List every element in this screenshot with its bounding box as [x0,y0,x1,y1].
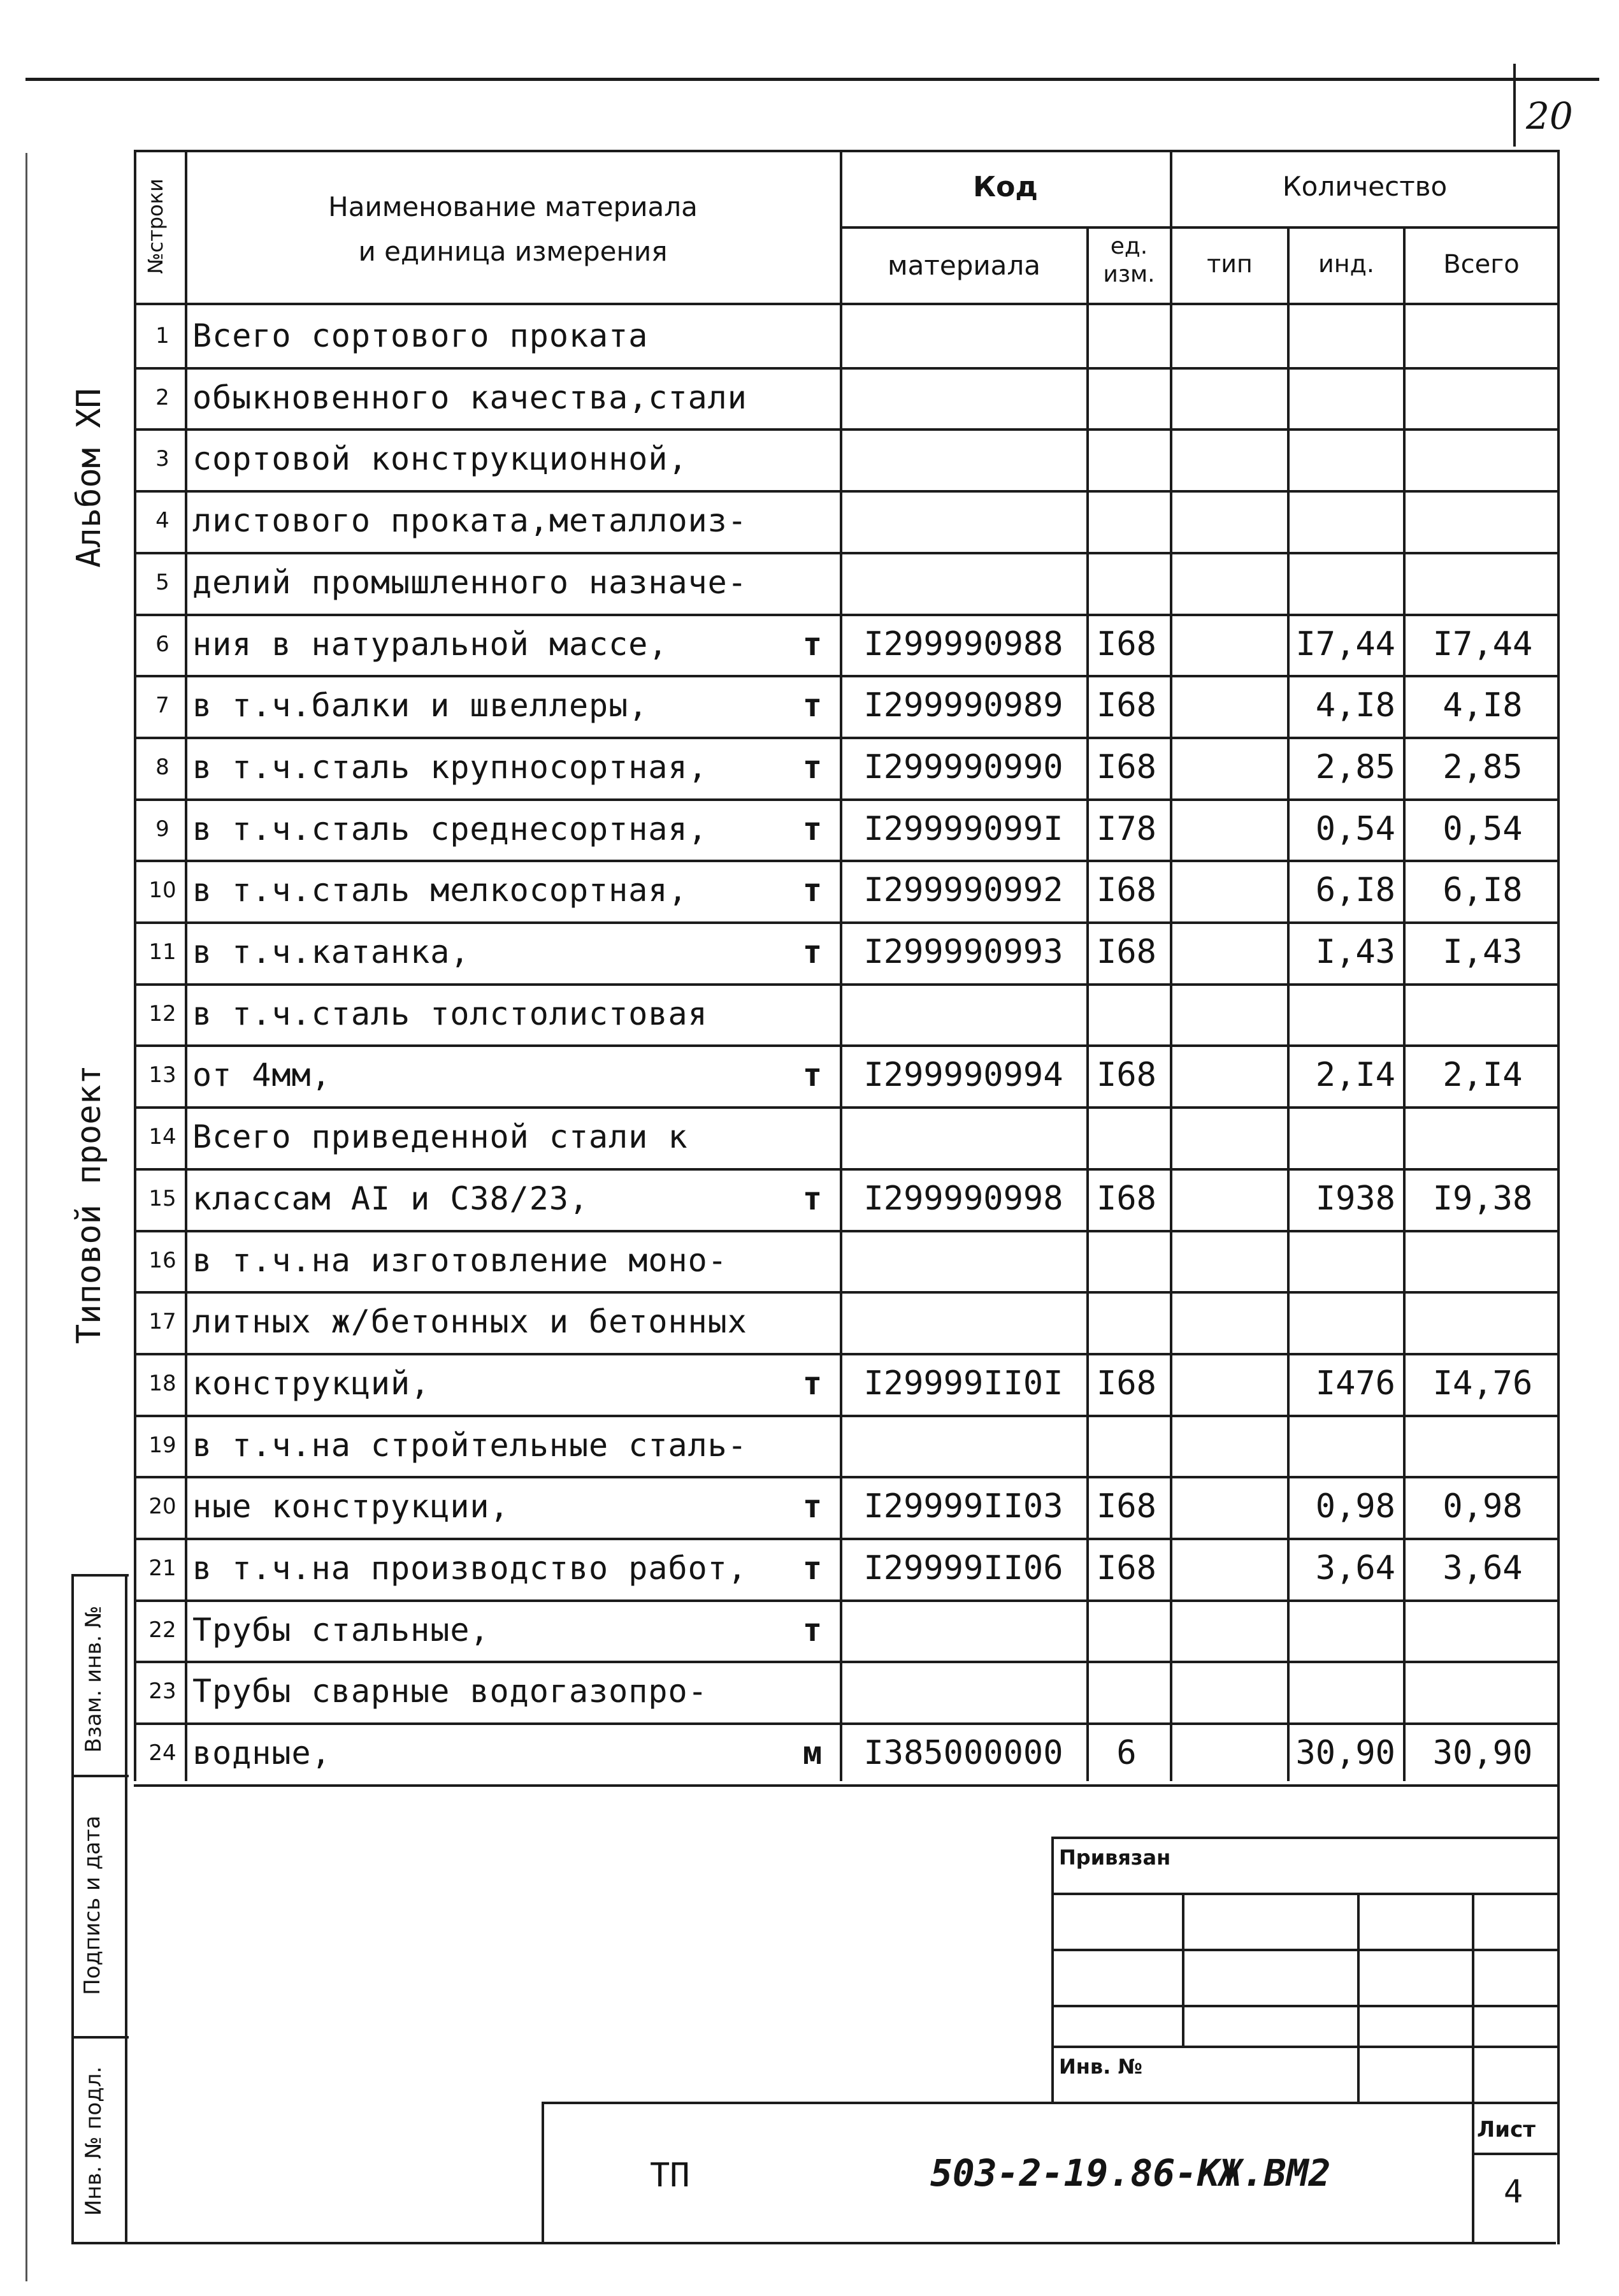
row-number: 10 [148,877,176,903]
unit-marker [790,1415,835,1476]
tb-privyazan: Привязан [1059,1845,1171,1870]
tb-line-1 [1051,1893,1560,1895]
unit-marker: т [802,749,823,786]
tb-line-5 [542,2102,1560,2104]
header-unit-line1: ед. [1110,233,1148,259]
page-number-separator [1513,64,1516,147]
material-code: I299990994 [863,1056,1063,1094]
header-code: Код [973,171,1038,203]
unit-code: I68 [1097,748,1156,786]
table-row [0,1538,1619,1599]
row-number: 9 [155,816,169,842]
qty-tip [1176,552,1291,613]
qty-total [1406,552,1560,613]
row-number: 2 [155,385,169,410]
qty-total: 6,I8 [1443,871,1523,909]
unit-marker [790,552,835,613]
qty-total [1406,490,1560,551]
qty-ind: I476 [1315,1364,1395,1403]
unit-code: I68 [1097,871,1156,909]
unit-code: 6 [1116,1734,1137,1772]
qty-tip [1176,1106,1291,1167]
unit-code: I68 [1097,1056,1156,1094]
qty-ind: I938 [1315,1180,1395,1218]
qty-ind [1290,367,1403,428]
table-row [0,305,1619,366]
unit-marker: т [802,1057,823,1094]
qty-total [1406,1230,1560,1291]
row-number: 24 [148,1740,176,1766]
qty-ind: 3,64 [1315,1549,1395,1587]
qty-total [1406,983,1560,1044]
row-number: 1 [155,323,169,349]
qty-tip [1176,798,1291,860]
header-name-line1: Наименование материала [328,191,698,222]
table-row [0,428,1619,489]
stamp-podpis-data: Подпись и дата [80,1816,105,1995]
qty-ind [1290,1661,1403,1722]
unit-marker [790,305,835,366]
unit-marker: т [802,1365,823,1402]
material-name: в т.ч.на стройтельные сталь- [192,1427,747,1464]
unit-code [1088,367,1165,428]
unit-marker: т [802,1488,823,1525]
row-number: 14 [148,1124,176,1150]
material-name: конструкций, [192,1365,431,1402]
unit-code [1088,1291,1165,1352]
qty-ind [1290,428,1403,489]
qty-ind [1290,1599,1403,1661]
tb-designation: 503-2-19.86-КЖ.ВМ2 [930,2151,1331,2195]
tb-tp: ТП [650,2156,690,2195]
row-number: 23 [148,1679,176,1704]
table-row [0,490,1619,551]
row-number: 5 [155,570,169,595]
unit-marker: т [802,626,823,663]
qty-ind: 6,I8 [1315,871,1395,909]
header-q-total: Всего [1443,250,1520,279]
row-number: 21 [148,1556,176,1581]
qty-ind [1290,1106,1403,1167]
unit-code [1088,1230,1165,1291]
tb-main-left [542,2102,544,2244]
stamp-inv-podl: Инв. № подл. [81,2066,106,2216]
tb-line-3 [1051,2005,1560,2007]
qty-total: I9,38 [1432,1180,1533,1218]
material-code: I299990998 [863,1180,1063,1218]
row-number: 16 [148,1248,176,1273]
row-number: 11 [148,939,176,965]
table-row [0,860,1619,921]
unit-marker [790,1106,835,1167]
material-code: I29999II06 [863,1549,1063,1587]
table-row [0,1661,1619,1722]
row-number: 12 [148,1001,176,1027]
header-q-ind: инд. [1318,250,1374,278]
material-code [842,1415,1084,1476]
unit-code [1088,983,1165,1044]
material-name: Всего сортового проката [192,317,649,354]
table-row [0,1353,1619,1414]
material-code: I29999II03 [863,1487,1063,1526]
row-divider [134,1784,1560,1787]
table-row [0,1230,1619,1291]
unit-marker [790,1230,835,1291]
unit-marker [790,367,835,428]
unit-marker: т [802,872,823,909]
material-name: Всего приведенной стали к [192,1118,688,1155]
material-code: I299990990 [863,748,1063,786]
unit-code [1088,305,1165,366]
material-code [842,428,1084,489]
material-name: листового проката,металлоиз- [192,502,747,539]
qty-tip [1176,367,1291,428]
qty-total: 30,90 [1432,1734,1533,1772]
qty-ind [1290,490,1403,551]
tb-col-left [1051,1837,1054,2104]
row-number: 17 [148,1309,176,1334]
tb-col-3 [1357,1893,1360,2104]
qty-total: 2,85 [1443,748,1523,786]
table-row [0,1106,1619,1167]
stamp-line-2 [71,2036,129,2039]
qty-tip [1176,737,1291,798]
table-row [0,1599,1619,1661]
row-number: 19 [148,1433,176,1458]
qty-total [1406,428,1560,489]
qty-tip [1176,490,1291,551]
material-code: I29999099I [863,810,1063,848]
unit-code [1088,1106,1165,1167]
material-name: в т.ч.сталь крупносортная, [192,749,708,786]
header-q-tip: тип [1207,250,1253,278]
qty-ind [1290,1415,1403,1476]
material-code [842,983,1084,1044]
material-code: I299990993 [863,933,1063,971]
qty-total [1406,1291,1560,1352]
qty-total [1406,305,1560,366]
unit-code [1088,1661,1165,1722]
material-name: в т.ч.сталь среднесортная, [192,811,708,848]
qty-total [1406,367,1560,428]
project-label: Типовой проект [70,1064,108,1345]
unit-code: I68 [1097,686,1156,725]
unit-code: I68 [1097,625,1156,663]
qty-tip [1176,921,1291,983]
qty-tip [1176,428,1291,489]
qty-tip [1176,1044,1291,1106]
material-name: ные конструкции, [192,1488,510,1525]
qty-tip [1176,614,1291,675]
unit-marker [790,983,835,1044]
qty-total [1406,1661,1560,1722]
table-row [0,1476,1619,1537]
material-code [842,552,1084,613]
table-row [0,675,1619,736]
qty-total: 2,I4 [1443,1056,1523,1094]
qty-ind: 0,98 [1315,1487,1395,1526]
table-row [0,614,1619,675]
grid-h-sub [840,226,1560,229]
row-number: 22 [148,1617,176,1643]
material-name: Трубы сварные водогазопро- [192,1673,708,1710]
tb-inv-no: Инв. № [1059,2054,1142,2079]
material-code [842,490,1084,551]
tb-list-value: 4 [1504,2173,1523,2210]
material-name: классам АI и С38/23, [192,1180,589,1217]
table-row [0,1044,1619,1106]
qty-total: 0,54 [1443,810,1523,848]
qty-total [1406,1106,1560,1167]
qty-tip [1176,1291,1291,1352]
qty-tip [1176,1168,1291,1229]
qty-ind: 2,85 [1315,748,1395,786]
unit-marker: т [802,687,823,724]
material-name: в т.ч.балки и швеллеры, [192,687,649,724]
qty-total: I7,44 [1432,625,1533,663]
material-code [842,305,1084,366]
table-row [0,552,1619,613]
tb-line-2 [1051,1949,1560,1951]
tb-line-top [1051,1837,1560,1839]
unit-code: I78 [1097,810,1156,848]
qty-ind: 2,I4 [1315,1056,1395,1094]
tb-line-4 [1051,2046,1560,2048]
qty-ind: 4,I8 [1315,686,1395,725]
unit-marker: т [802,811,823,848]
page-number: 20 [1526,94,1573,138]
stamp-bottom-line [71,2242,1556,2244]
qty-ind [1290,983,1403,1044]
qty-ind: I7,44 [1295,625,1395,663]
row-number: 13 [148,1062,176,1088]
unit-code: I68 [1097,1364,1156,1403]
qty-tip [1176,1230,1291,1291]
row-number: 7 [155,693,169,718]
qty-ind [1290,305,1403,366]
row-number: 3 [155,446,169,472]
header-name-line2: и единица измерения [358,236,668,267]
qty-ind [1290,552,1403,613]
material-code: I299990989 [863,686,1063,725]
qty-total: 4,I8 [1443,686,1523,725]
qty-ind: 0,54 [1315,810,1395,848]
tb-list-line [1472,2153,1560,2155]
qty-tip [1176,1661,1291,1722]
qty-tip [1176,1415,1291,1476]
table-row [0,1415,1619,1476]
qty-total [1406,1415,1560,1476]
material-name: в т.ч.на производство работ, [192,1550,747,1587]
material-code [842,1291,1084,1352]
material-name: в т.ч.сталь толстолистовая [192,995,708,1032]
qty-tip [1176,860,1291,921]
material-name: в т.ч.на изготовление моно- [192,1242,728,1279]
qty-total: I4,76 [1432,1364,1533,1403]
unit-marker [790,1291,835,1352]
qty-tip [1176,1599,1291,1661]
qty-total: 0,98 [1443,1487,1523,1526]
material-name: Трубы стальные, [192,1612,490,1649]
unit-marker: т [802,934,823,971]
qty-tip [1176,675,1291,736]
material-code: I299990988 [863,625,1063,663]
unit-code [1088,490,1165,551]
qty-ind [1290,1230,1403,1291]
header-quantity: Количество [1282,171,1448,202]
material-code [842,367,1084,428]
unit-code: I68 [1097,1487,1156,1526]
unit-marker: т [802,1550,823,1587]
table-row [0,737,1619,798]
table-row [0,1291,1619,1352]
unit-code: I68 [1097,1180,1156,1218]
grid-h-top [134,150,1560,152]
material-name: делий промышленного назначе- [192,564,747,601]
material-code [842,1661,1084,1722]
row-number: 20 [148,1494,176,1519]
material-code: I385000000 [863,1734,1063,1772]
qty-tip [1176,1353,1291,1414]
material-name: водные, [192,1735,331,1772]
unit-code [1088,1415,1165,1476]
material-name: литных ж/бетонных и бетонных [192,1303,747,1340]
material-name: ния в натуральной массе, [192,626,668,663]
material-name: сортовой конструкционной, [192,440,688,477]
material-name: в т.ч.катанка, [192,934,470,971]
table-row [0,1168,1619,1229]
qty-total [1406,1599,1560,1661]
row-number: 4 [155,508,169,533]
table-row [0,921,1619,983]
qty-ind: 30,90 [1295,1734,1395,1772]
top-border-line [25,78,1599,81]
unit-marker: т [802,1180,823,1217]
material-code [842,1106,1084,1167]
row-number: 15 [148,1186,176,1211]
table-row [0,367,1619,428]
stamp-vzam-inv: Взам. инв. № [81,1605,106,1753]
unit-code [1088,552,1165,613]
tb-list-label: Лист [1477,2117,1536,2142]
qty-tip [1176,1722,1291,1784]
material-code: I299990992 [863,871,1063,909]
table-row [0,1722,1619,1784]
qty-tip [1176,983,1291,1044]
qty-tip [1176,1476,1291,1537]
material-name: от 4мм, [192,1057,331,1094]
qty-total: 3,64 [1443,1549,1523,1587]
qty-total: I,43 [1443,933,1523,971]
material-code [842,1230,1084,1291]
table-row [0,798,1619,860]
qty-ind: I,43 [1315,933,1395,971]
album-label: Альбом XП [70,388,108,568]
header-row-number: №строки [143,178,168,274]
header-code-material: материала [887,250,1040,281]
unit-code: I68 [1097,1549,1156,1587]
header-unit-line2: изм. [1103,261,1155,287]
unit-code [1088,428,1165,489]
qty-ind [1290,1291,1403,1352]
material-name: обыкновенного качества,стали [192,379,747,416]
tb-col-4 [1472,1893,1474,2243]
unit-code: I68 [1097,933,1156,971]
material-name: в т.ч.сталь мелкосортная, [192,872,688,909]
material-code [842,1599,1084,1661]
row-number: 6 [155,632,169,657]
material-code: I29999II0I [863,1364,1063,1403]
qty-tip [1176,1538,1291,1599]
unit-code [1088,1599,1165,1661]
unit-marker: м [802,1735,823,1772]
unit-marker [790,428,835,489]
unit-marker [790,490,835,551]
tb-col-2 [1182,1893,1184,2046]
table-row [0,983,1619,1044]
unit-marker: т [802,1612,823,1649]
row-number: 8 [155,755,169,780]
qty-tip [1176,305,1291,366]
row-number: 18 [148,1371,176,1396]
unit-marker [790,1661,835,1722]
